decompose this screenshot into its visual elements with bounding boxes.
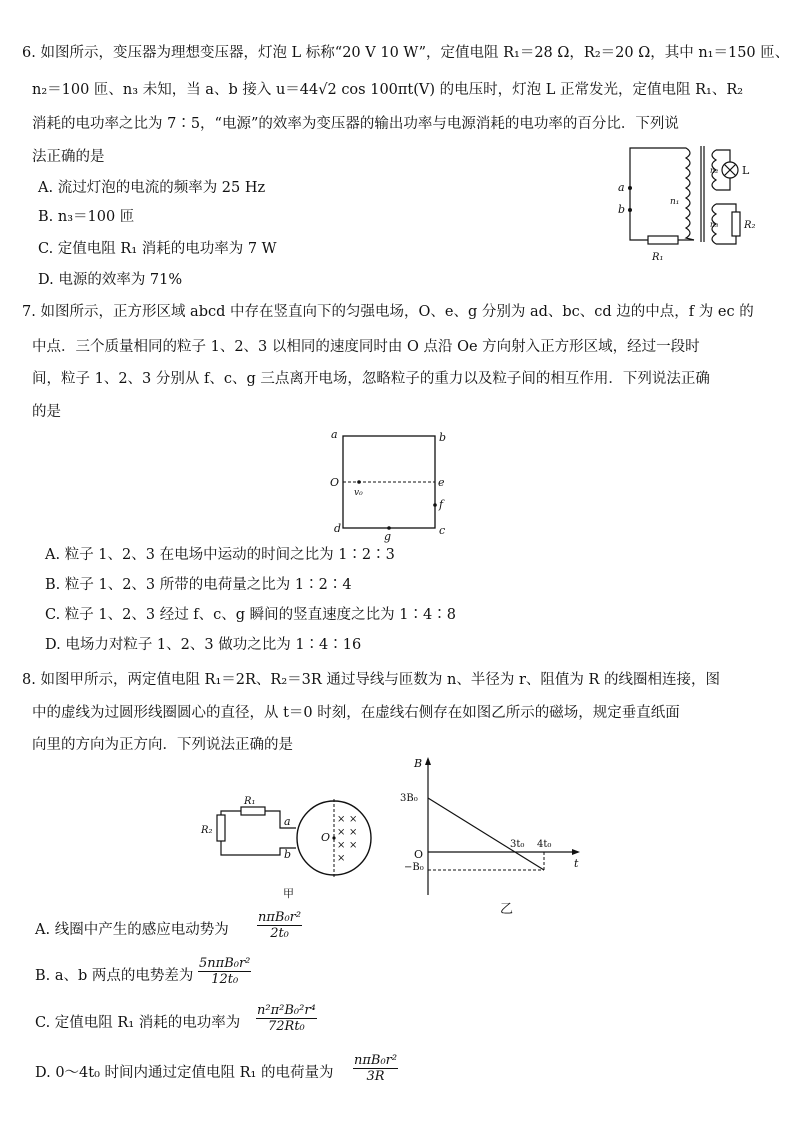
svg-text:×: × bbox=[349, 840, 358, 851]
q8-stem-line-1: 8. 如图甲所示，两定值电阻 R₁＝2R、R₂＝3R 通过导线与匝数为 n、半径为 r、阻值为 R 的线圈相连接，图 bbox=[22, 672, 721, 688]
q6-label-n3: n₃ bbox=[710, 220, 719, 229]
q8-resistor-r1 bbox=[241, 807, 265, 815]
q8-stem-line-2: 中的虚线为过圆形线圈圆心的直径，从 t＝0 时刻，在虚线右侧存在如图乙所示的磁场，规定垂直纸面 bbox=[32, 705, 680, 721]
q8-option-c-denominator: 72Rt₀ bbox=[267, 1019, 305, 1034]
q7-stem-line-3: 间，粒子 1、2、3 分别从 f、c、g 三点离开电场，忽略粒子的重力以及粒子间的相互作用．下列说法正确 bbox=[32, 371, 710, 387]
q7-label-a: a bbox=[331, 428, 338, 441]
svg-text:×: × bbox=[337, 827, 346, 838]
q8-label-r2: R₂ bbox=[201, 825, 213, 836]
q7-option-c: C. 粒子 1、2、3 经过 f、c、g 瞬间的竖直速度之比为 1∶4∶8 bbox=[45, 607, 456, 623]
q7-label-g: g bbox=[384, 530, 392, 543]
q6-label-b: b bbox=[618, 203, 626, 216]
svg-text:×: × bbox=[337, 814, 346, 825]
q8-graph-label-t: t bbox=[574, 857, 579, 870]
svg-text:×: × bbox=[337, 840, 346, 851]
q8-option-d-fraction bbox=[353, 1053, 398, 1084]
q7-label-o: O bbox=[330, 476, 340, 489]
q8-option-b-fraction bbox=[198, 956, 251, 987]
q8-option-b: B. a、b 两点的电势差为 bbox=[35, 968, 194, 984]
q7-option-d: D. 电场力对粒子 1、2、3 做功之比为 1∶4∶16 bbox=[45, 637, 362, 653]
q6-label-n1: n₁ bbox=[670, 197, 680, 207]
q8-graph-tick-4t0: 4t₀ bbox=[537, 839, 552, 850]
q6-resistor-r1 bbox=[648, 236, 678, 244]
q8-option-d: D. 0～4t₀ 时间内通过定值电阻 R₁ 的电荷量为 bbox=[35, 1065, 334, 1081]
q7-option-b: B. 粒子 1、2、3 所带的电荷量之比为 1∶2∶4 bbox=[45, 577, 352, 593]
q8-resistor-r2 bbox=[217, 815, 225, 841]
q6-stem-line-2: n₂＝100 匝、n₃ 未知，当 a、b 接入 u＝44√2 cos 100πt(V) 的电压时，灯泡 L 正常发光，定值电阻 R₁、R₂ bbox=[32, 82, 744, 98]
q8-option-b-denominator: 12t₀ bbox=[211, 972, 239, 987]
q8-option-d-numerator: nπB₀r² bbox=[354, 1053, 398, 1068]
q7-stem-line-4: 的是 bbox=[32, 404, 61, 420]
q8-caption-yi: 乙 bbox=[500, 902, 514, 917]
q6-option-d: D. 电源的效率为 71% bbox=[38, 272, 183, 288]
q7-label-c: c bbox=[439, 524, 446, 537]
q6-stem-line-3: 消耗的电功率之比为 7∶5，“电源”的效率为变压器的输出功率与电源消耗的电功率的百分比．下列说 bbox=[32, 116, 679, 132]
q7-label-b: b bbox=[439, 431, 447, 444]
q7-square-field-figure bbox=[326, 428, 456, 544]
q7-label-f: f bbox=[439, 498, 444, 511]
q6-label-lamp: L bbox=[742, 164, 750, 177]
svg-text:×: × bbox=[337, 853, 346, 864]
q8-label-b: b bbox=[284, 848, 292, 861]
q8-label-r1: R₁ bbox=[244, 796, 256, 807]
svg-text:×: × bbox=[349, 814, 358, 825]
q6-stem-line-4: 法正确的是 bbox=[32, 149, 105, 165]
q7-stem-line-1: 7. 如图所示，正方形区域 abcd 中存在竖直向下的匀强电场，O、e、g 分别为 ad、bc、cd 边的中点，f 为 ec 的 bbox=[22, 304, 754, 320]
q8-option-a: A. 线圈中产生的感应电动势为 bbox=[35, 922, 229, 938]
q7-label-d: d bbox=[334, 522, 342, 535]
q8-caption-jia: 甲 bbox=[283, 887, 294, 900]
q8-field-crosses bbox=[337, 814, 357, 864]
q6-label-n2: n₂ bbox=[710, 166, 719, 175]
q6-label-r1: R₁ bbox=[652, 252, 664, 263]
q8-option-c: C. 定值电阻 R₁ 消耗的电功率为 bbox=[35, 1015, 241, 1031]
q8-graph-b-line bbox=[428, 798, 544, 870]
q8-figure-yi-graph bbox=[400, 755, 590, 905]
q8-graph-y-arrow bbox=[425, 757, 431, 765]
q7-option-a: A. 粒子 1、2、3 在电场中运动的时间之比为 1∶2∶3 bbox=[45, 547, 395, 563]
q7-label-e: e bbox=[438, 476, 445, 489]
q6-label-r2: R₂ bbox=[744, 220, 756, 231]
q6-stem-line-1: 6. 如图所示，变压器为理想变压器，灯泡 L 标称“20 V 10 W”，定值电阻 R₁＝28 Ω，R₂＝20 Ω，其中 n₁＝150 匝、 bbox=[22, 45, 790, 61]
q8-label-o: O bbox=[321, 831, 331, 844]
q8-label-a: a bbox=[284, 815, 291, 828]
q8-option-c-fraction bbox=[256, 1003, 317, 1034]
q8-option-a-fraction bbox=[257, 910, 302, 941]
q6-transformer-circuit-figure bbox=[608, 140, 766, 265]
q8-stem-line-3: 向里的方向为正方向．下列说法正确的是 bbox=[32, 737, 293, 753]
q8-option-a-numerator: nπB₀r² bbox=[258, 910, 302, 925]
q8-option-b-numerator: 5nπB₀r² bbox=[199, 956, 251, 971]
q8-graph-label-o: O bbox=[414, 848, 424, 861]
q6-option-a: A. 流过灯泡的电流的频率为 25 Hz bbox=[38, 180, 266, 196]
q7-label-v0: v₀ bbox=[354, 488, 363, 498]
q8-graph-tick-3t0: 3t₀ bbox=[510, 839, 525, 850]
q8-graph-label-b: B bbox=[414, 757, 423, 770]
q8-figure-jia-circuit bbox=[196, 793, 376, 903]
svg-text:×: × bbox=[349, 827, 358, 838]
q8-graph-tick-neg-b0: −B₀ bbox=[404, 862, 424, 873]
q8-option-a-denominator: 2t₀ bbox=[270, 926, 289, 941]
q6-resistor-r2 bbox=[732, 212, 740, 236]
q7-stem-line-2: 中点．三个质量相同的粒子 1、2、3 以相同的速度同时由 O 点沿 Oe 方向射入正方形区域，经过一段时 bbox=[32, 339, 700, 355]
q8-graph-x-arrow bbox=[572, 849, 580, 855]
q6-label-a: a bbox=[618, 181, 625, 194]
q8-graph-tick-3b0: 3B₀ bbox=[400, 793, 418, 804]
q8-option-d-denominator: 3R bbox=[366, 1069, 385, 1084]
q6-option-c: C. 定值电阻 R₁ 消耗的电功率为 7 W bbox=[38, 241, 277, 257]
q6-option-b: B. n₃＝100 匝 bbox=[38, 209, 135, 225]
q8-option-c-numerator: n²π²B₀²r⁴ bbox=[257, 1003, 316, 1018]
